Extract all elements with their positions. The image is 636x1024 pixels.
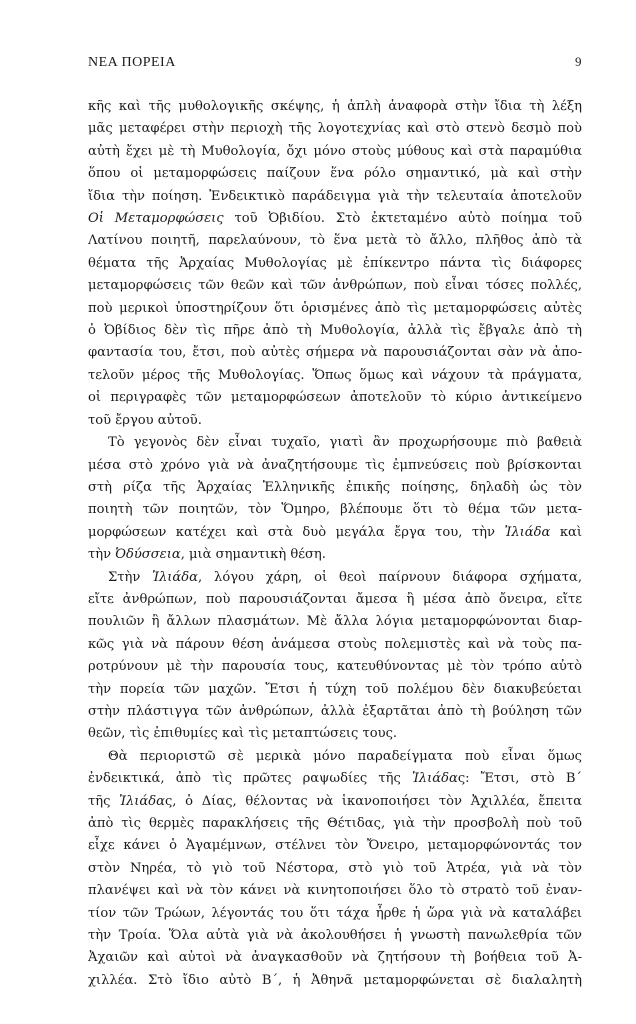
text-line: τῆς Ἰλιάδας, ὁ Δίας, θέλοντας νὰ ἱκανοποιήσει τὸν Ἀχιλλέα, ἔπειτα: [88, 793, 582, 809]
text-line: στὴν πλάστιγγα τῶν ἀνθρώπων, ἀλλὰ ἐξαρτᾶται ἀπὸ τὴ βούληση τῶν: [88, 703, 582, 719]
text-line: ποιητὴ τῶν ποιητῶν, τὸν Ὅμηρο, βλέπουμε ὅτι τὸ θέμα τῶν μετα-: [88, 502, 582, 518]
text-line: οἱ περιγραφὲς τῶν μεταμορφώσεων ἀποτελοῦν τὸ κύριο ἀντικείμενο: [88, 390, 582, 406]
journal-title: ΝΕΑ ΠΟΡΕΙΑ: [88, 55, 176, 70]
text-line: Θὰ περιοριστῶ σὲ μερικὰ μόνο παραδείγματα ποὺ εἶναι ὅμως: [108, 748, 582, 764]
text-line: ἐνδεικτικά, ἀπὸ τὶς πρῶτες ραψωδίες τῆς Ἰλιάδας: Ἔτσι, στὸ Β΄: [88, 771, 582, 787]
text-line: ροτρύνουν μὲ τὴν παρουσία τους, κατευθύνοντας μὲ τὸν τρόπο αὐτὸ: [88, 659, 582, 675]
text-line: ἀπὸ τὶς θερμὲς παρακλήσεις τῆς Θέτιδας, γιὰ τὴν προσβολὴ ποὺ τοῦ: [88, 816, 582, 831]
text-line: αὐτὴ ἔχει μὲ τὴ Μυθολογία, ὄχι μόνο στοὺς μύθους καὶ στὰ παραμύθια: [88, 143, 582, 159]
running-head: [88, 54, 582, 76]
book-page: [88, 54, 582, 992]
text-line: εἴτε ἀνθρώπων, ποὺ παρουσιάζονται ἄμεσα ἢ μέσα ἀπὸ ὄνειρα, εἴτε: [88, 591, 582, 607]
text-line: μέσα στὸ χρόνο γιὰ νὰ ἀναζητήσουμε τὶς ἐμπνεύσεις ποὺ βρίσκονται: [88, 457, 582, 473]
text-line: μᾶς μεταφέρει στὴν περιοχὴ τῆς λογοτεχνίας καὶ στὸ στενὸ δεσμὸ ποὺ: [88, 121, 582, 137]
text-line: κῶς γιὰ νὰ πάρουν θέση ἀνάμεσα στοὺς πολεμιστὲς καὶ νὰ τοὺς πα-: [88, 636, 582, 652]
text-line: Τὸ γεγονὸς δὲν εἶναι τυχαῖο, γιατὶ ἂν προχωρήσουμε πιὸ βαθειὰ: [108, 435, 582, 451]
text-line: Στὴν Ἰλιάδα, λόγου χάρη, οἱ θεοὶ παίρνουν διάφορα σχήματα,: [108, 569, 582, 585]
text-line: στὸν Νηρέα, τὸ γιὸ τοῦ Νέστορα, στὸ γιὸ τοῦ Ἀτρέα, γιὰ νὰ τὸν: [88, 860, 582, 876]
text-line: τὴν πορεία τῶν μαχῶν. Ἔτσι ἡ τύχη τοῦ πολέμου δὲν διακυβεύεται: [88, 681, 582, 697]
text-line: τὴν Τροία. Ὅλα αὐτὰ γιὰ νὰ ἀκολουθήσει ἡ γνωστὴ πανωλεθρία τῶν: [88, 928, 582, 944]
text-line: ὅπου οἱ μεταμορφώσεις παίζουν ἕνα ρόλο σημαντικό, μὰ καὶ στὴν: [88, 166, 582, 182]
text-line: μεταμορφώσεις τῶν θεῶν καὶ τῶν ἀνθρώπων, ποὺ εἶναι τόσες πολλές,: [88, 278, 582, 294]
text-line: ὁ Ὀβίδιος δὲν τὶς πῆρε ἀπὸ τὴ Μυθολογία, ἀλλὰ τὶς ἔβγαλε ἀπὸ τὴ: [88, 323, 582, 339]
text-line: τὴν Ὀδύσσεια, μιὰ σημαντικὴ θέση.: [88, 547, 326, 563]
text-line: ἴδια τὴν ποίηση. Ἐνδεικτικὸ παράδειγμα γιὰ τὴν τελευταία ἀποτελοῦν: [88, 188, 582, 204]
body-text: [88, 96, 582, 992]
text-line: Οἱ Μεταμορφώσεις τοῦ Ὀβιδίου. Στὸ ἐκτεταμένο αὐτὸ ποίημα τοῦ: [88, 211, 582, 227]
text-line: χιλλέα. Στὸ ἴδιο αὐτὸ Β΄, ἡ Ἀθηνᾶ μεταμορφώνεται σὲ διαλαλητὴ: [88, 972, 582, 988]
text-line: Λατίνου ποιητῆ, παρελαύνουν, τὸ ἕνα μετὰ τὸ ἄλλο, πλῆθος ἀπὸ τὰ: [88, 233, 582, 249]
text-line: τελοῦν μέρος τῆς Μυθολογίας. Ὅπως ὅμως καὶ νάχουν τὰ πράγματα,: [88, 367, 582, 383]
text-line: θέματα τῆς Ἀρχαίας Μυθολογίας μὲ ἐπίκεντρο πάντα τὶς διάφορες: [88, 255, 582, 271]
text-line: μορφώσεων κατέχει καὶ στὰ δυὸ μεγάλα ἔργα του, τὴν Ἰλιάδα καὶ: [88, 524, 582, 540]
text-line: κῆς καὶ τῆς μυθολογικῆς σκέψης, ἡ ἁπλὴ ἀναφορὰ στὴν ἴδια τὴ λέξη: [88, 99, 582, 114]
text-line: πλανέψει καὶ νὰ τὸν κάνει νὰ κινητοποιήσει ὅλο τὸ στρατὸ τοῦ ἐναν-: [88, 883, 582, 899]
text-line: τοῦ ἔργου αὐτοῦ.: [88, 412, 202, 428]
text-line: εἶχε κάνει ὁ Ἀγαμέμνων, στέλνει τὸν Ὄνειρο, μεταμορφώνοντάς τον: [88, 838, 582, 854]
text-line: στὴ ρίζα τῆς Ἀρχαίας Ἑλληνικῆς ἐπικῆς ποίησης, δηλαδὴ ὡς τὸν: [88, 479, 582, 495]
text-line: Ἀχαιῶν καὶ αὐτοὶ νὰ ἀναγκασθοῦν νὰ ζητήσουν τὴ βοήθεια τοῦ Ἀ-: [88, 950, 582, 966]
page-number: 9: [575, 54, 582, 69]
text-line: θεῶν, τὶς ἐπιθυμίες καὶ τὶς μεταπτώσεις τους.: [88, 726, 398, 742]
text-line: φαντασία του, ἔτσι, ποὺ αὐτὲς σήμερα νὰ παρουσιάζονται σὰν νὰ ἀπο-: [88, 345, 582, 361]
text-line: πουλιῶν ἢ ἄλλων πλασμάτων. Μὲ ἄλλα λόγια μεταμορφώνονται διαρ-: [88, 614, 582, 630]
text-line: ποὺ μερικοὶ ὑποστηρίζουν ὅτι ὁρισμένες ἀπὸ τὶς μεταμορφώσεις αὐτὲς: [88, 300, 582, 316]
text-line: τίον τῶν Τρώων, λέγοντάς του ὅτι τάχα ἦρθε ἡ ὥρα γιὰ νὰ καταλάβει: [88, 905, 582, 921]
